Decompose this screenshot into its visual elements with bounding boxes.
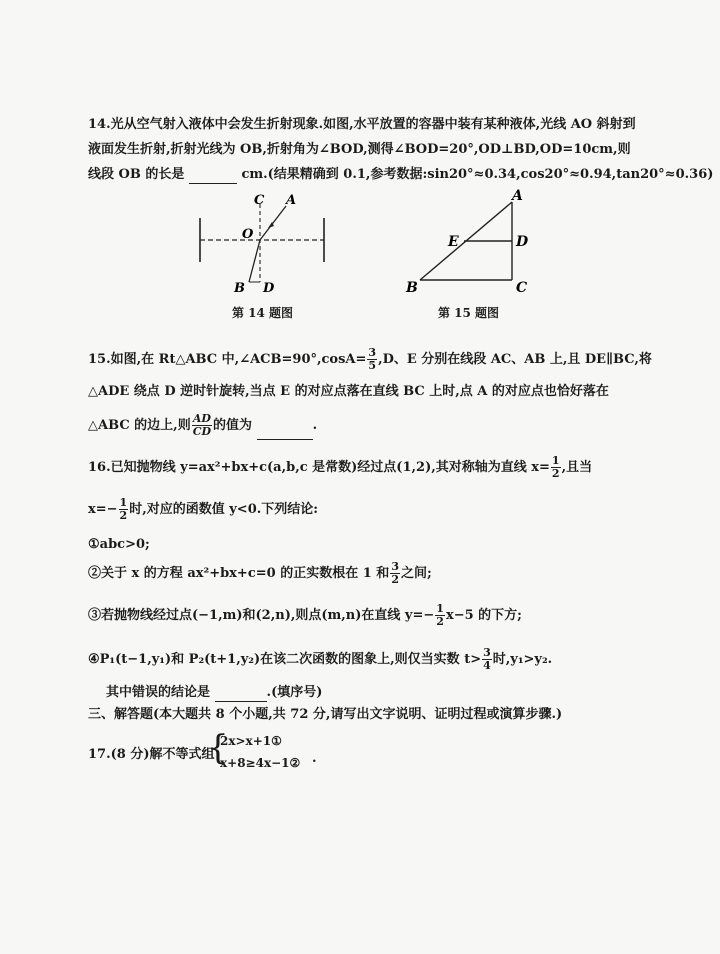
q15-text-e: .	[312, 418, 318, 433]
axis-denominator: 2	[551, 467, 560, 480]
fig14-caption: 第 14 题图	[232, 306, 294, 320]
axis-fraction	[551, 455, 561, 480]
c2-denominator: 2	[391, 573, 399, 586]
cos-fraction	[367, 347, 377, 372]
q15-line-1	[88, 346, 652, 374]
incident-ray-ao	[260, 206, 286, 240]
q15-answer-blank[interactable]	[257, 425, 313, 440]
c3-text-a: ③若抛物线经过点(−1,m)和(2,n),则点(m,n)在直线 y=−	[88, 608, 435, 623]
c2-text-b: 之间;	[400, 566, 432, 581]
c3-numerator: 1	[436, 602, 444, 615]
fig14-label-c: C	[254, 193, 265, 208]
c3-denominator: 2	[436, 615, 444, 628]
refracted-ray-ob	[249, 240, 260, 282]
ratio-denominator: CD	[192, 425, 212, 438]
q16-conclusion-2	[88, 560, 432, 588]
fig15-label-b: B	[406, 280, 418, 296]
x-denominator: 2	[119, 509, 128, 522]
q16-answer-line	[106, 684, 322, 702]
q15-text-a: 15.如图,在 Rt△ABC 中,∠ACB=90°,cosA=	[88, 352, 367, 367]
q16-text-b: ,且当	[561, 460, 593, 475]
c4-text-a: ④P₁(t−1,y₁)和 P₂(t+1,y₂)在该二次函数的图象上,则仅当实数 t>	[88, 652, 482, 667]
ratio-numerator: AD	[192, 412, 211, 425]
ratio-fraction	[192, 413, 212, 438]
c2-numerator: 3	[391, 560, 399, 573]
q17-inequality-2: x+8≥4x−1②	[220, 756, 301, 770]
q15-text-d: 的值为	[213, 418, 253, 433]
q16-tail-a: 其中错误的结论是	[106, 685, 211, 700]
q17-prefix: 17.(8 分)解不等式组	[88, 747, 215, 762]
q16-text-a: 16.已知抛物线 y=ax²+bx+c(a,b,c 是常数)经过点(1,2),其对称轴为直线 x=	[88, 460, 550, 475]
q14-line-2: 液面发生折射,折射光线为 OB,折射角为∠BOD,测得∠BOD=20°,OD⊥BD,OD=10cm,则	[88, 142, 631, 157]
c4-denominator: 4	[483, 659, 491, 672]
system-brace-icon: {	[207, 728, 229, 768]
q15-line-3	[88, 412, 317, 440]
x-numerator: 1	[119, 496, 128, 509]
q16-tail-b: .(填序号)	[266, 685, 323, 700]
q16-answer-blank[interactable]	[215, 687, 267, 702]
q16-line-2	[88, 496, 318, 524]
figure-15	[400, 188, 550, 298]
c3-fraction	[435, 603, 445, 628]
figure-14	[188, 190, 338, 300]
c2-fraction	[390, 561, 400, 586]
fig15-label-c: C	[516, 280, 528, 296]
q16-conclusion-1: ①abc>0;	[88, 537, 150, 552]
q16-text-d: 时,对应的函数值 y<0.下列结论:	[129, 502, 319, 517]
q14-text-b: cm.(结果精确到 0.1,参考数据:sin20°≈0.34,cos20°≈0.94,tan20°≈0.36)	[241, 167, 714, 182]
fig14-label-a: A	[286, 193, 297, 208]
fig14-label-d: D	[263, 281, 275, 296]
x-fraction	[119, 497, 129, 522]
q14-answer-blank[interactable]	[189, 169, 237, 184]
q16-conclusion-4	[88, 646, 552, 674]
q14-line-1: 14.光从空气射入液体中会发生折射现象.如图,水平放置的容器中装有某种液体,光线 AO 斜射到	[88, 117, 636, 132]
q17-period: .	[312, 751, 317, 766]
q16-text-c: x=−	[88, 502, 118, 517]
fig14-label-o: O	[242, 227, 254, 242]
c4-fraction	[482, 647, 492, 672]
q16-line-1	[88, 454, 592, 482]
fig15-label-a: A	[512, 188, 523, 204]
axis-numerator: 1	[551, 454, 560, 467]
section-3-heading: 三、解答题(本大题共 8 个小题,共 72 分,请写出文字说明、证明过程或演算步骤.)	[88, 707, 563, 722]
fig15-caption: 第 15 题图	[438, 306, 500, 320]
q15-line-2: △ADE 绕点 D 逆时针旋转,当点 E 的对应点落在直线 BC 上时,点 A 的对应点也恰好落在	[88, 384, 609, 399]
q14-line-3	[88, 166, 713, 184]
fig15-label-d: D	[516, 234, 529, 250]
q14-text-a: 线段 OB 的长是	[88, 167, 185, 182]
q15-text-b: ,D、E 分别在线段 AC、AB 上,且 DE∥BC,将	[378, 352, 652, 367]
q15-text-c: △ABC 的边上,则	[88, 418, 191, 433]
cos-numerator: 3	[368, 346, 377, 359]
fig14-label-b: B	[234, 281, 245, 296]
q16-conclusion-3	[88, 602, 522, 630]
c4-text-b: 时,y₁>y₂.	[492, 652, 553, 667]
c2-text-a: ②关于 x 的方程 ax²+bx+c=0 的正实数根在 1 和	[88, 566, 390, 581]
cos-denominator: 5	[368, 359, 377, 372]
c3-text-b: x−5 的下方;	[445, 608, 522, 623]
c4-numerator: 3	[483, 646, 491, 659]
q17-inequality-1: 2x>x+1①	[220, 734, 282, 748]
fig15-label-e: E	[448, 234, 459, 250]
